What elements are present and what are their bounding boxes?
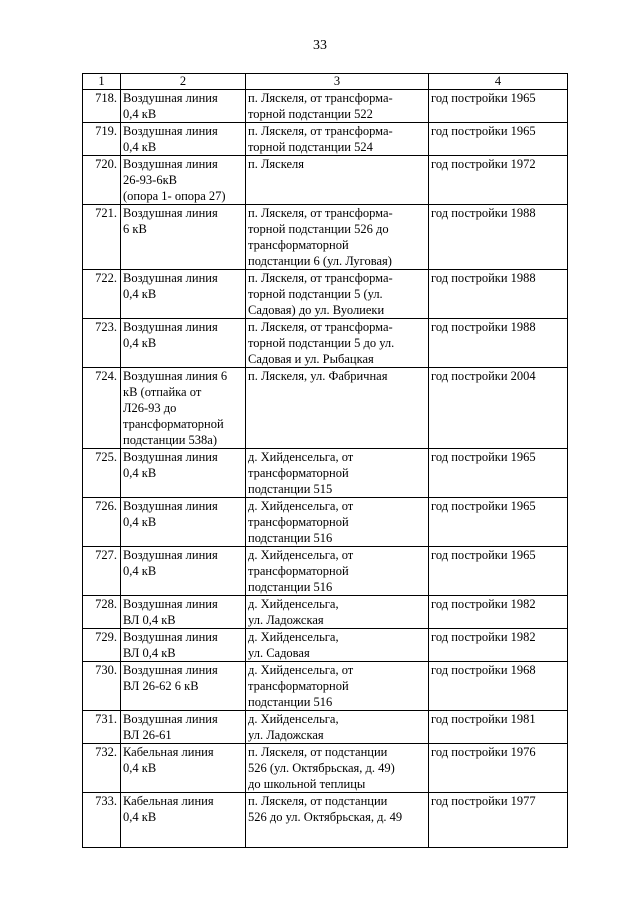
table-row [83,596,568,629]
object-name-cell: Воздушная линия 0,4 кВ [121,123,246,156]
row-number-cell: 725. [83,449,121,498]
object-name-cell: Воздушная линия 0,4 кВ [121,90,246,123]
row-number-cell: 731. [83,711,121,744]
table-row [83,449,568,498]
table-row [83,156,568,205]
year-cell: год постройки 2004 [429,368,568,449]
table-header-row [83,74,568,90]
page-number: 33 [313,38,327,53]
row-number-cell: 719. [83,123,121,156]
object-name-cell: Воздушная линия 0,4 кВ [121,319,246,368]
object-name-cell: Воздушная линия ВЛ 0,4 кВ [121,596,246,629]
object-name-cell: Воздушная линия 0,4 кВ [121,547,246,596]
row-number-cell: 729. [83,629,121,662]
object-name-cell: Воздушная линия 0,4 кВ [121,498,246,547]
location-cell: д. Хийденсельга, ул. Ладожская [246,596,429,629]
row-number-cell: 728. [83,596,121,629]
header-cell: 4 [429,74,568,90]
object-name-cell: Воздушная линия ВЛ 26-61 [121,711,246,744]
year-cell: год постройки 1972 [429,156,568,205]
row-number-cell: 721. [83,205,121,270]
row-number-cell: 720. [83,156,121,205]
year-cell: год постройки 1988 [429,205,568,270]
object-name-cell: Воздушная линия 6 кВ (отпайка от Л26-93 до трансформаторной подстанции 538а) [121,368,246,449]
year-cell: год постройки 1965 [429,90,568,123]
location-cell: д. Хийденсельга, от трансформаторной подстанции 515 [246,449,429,498]
header-cell: 1 [83,74,121,90]
location-cell: п. Ляскеля, от подстанции 526 до ул. Октябрьская, д. 49 [246,793,429,848]
year-cell: год постройки 1988 [429,319,568,368]
table-row [83,547,568,596]
table-row [83,205,568,270]
object-name-cell: Воздушная линия 26-93-6кВ (опора 1- опора 27) [121,156,246,205]
location-cell: п. Ляскеля, от трансформа- торной подстанции 5 до ул. Садовая и ул. Рыбацкая [246,319,429,368]
location-cell: п. Ляскеля, ул. Фабричная [246,368,429,449]
object-name-cell: Воздушная линия ВЛ 0,4 кВ [121,629,246,662]
year-cell: год постройки 1981 [429,711,568,744]
year-cell: год постройки 1988 [429,270,568,319]
year-cell: год постройки 1965 [429,123,568,156]
table-row [83,744,568,793]
year-cell: год постройки 1982 [429,596,568,629]
row-number-cell: 732. [83,744,121,793]
object-name-cell: Воздушная линия 0,4 кВ [121,270,246,319]
object-name-cell: Воздушная линия 6 кВ [121,205,246,270]
location-cell: п. Ляскеля, от трансформа- торной подстанции 522 [246,90,429,123]
table-row [83,123,568,156]
table-row [83,90,568,123]
year-cell: год постройки 1965 [429,498,568,547]
location-cell: д. Хийденсельга, от трансформаторной подстанции 516 [246,547,429,596]
location-cell: д. Хийденсельга, от трансформаторной подстанции 516 [246,662,429,711]
header-cell: 3 [246,74,429,90]
object-name-cell: Воздушная линия 0,4 кВ [121,449,246,498]
location-cell: п. Ляскеля [246,156,429,205]
location-cell: д. Хийденсельга, ул. Садовая [246,629,429,662]
table-row [83,498,568,547]
object-name-cell: Кабельная линия 0,4 кВ [121,793,246,848]
object-name-cell: Воздушная линия ВЛ 26-62 6 кВ [121,662,246,711]
year-cell: год постройки 1982 [429,629,568,662]
location-cell: д. Хийденсельга, ул. Ладожская [246,711,429,744]
row-number-cell: 724. [83,368,121,449]
row-number-cell: 730. [83,662,121,711]
location-cell: д. Хийденсельга, от трансформаторной подстанции 516 [246,498,429,547]
year-cell: год постройки 1965 [429,547,568,596]
row-number-cell: 733. [83,793,121,848]
table-row [83,662,568,711]
table-row [83,270,568,319]
location-cell: п. Ляскеля, от трансформа- торной подстанции 5 (ул. Садовая) до ул. Вуолиеки [246,270,429,319]
table-row [83,711,568,744]
year-cell: год постройки 1965 [429,449,568,498]
row-number-cell: 726. [83,498,121,547]
property-table [82,73,568,848]
location-cell: п. Ляскеля, от трансформа- торной подстанции 526 до трансформаторной подстанции 6 (ул. Луговая) [246,205,429,270]
row-number-cell: 727. [83,547,121,596]
location-cell: п. Ляскеля, от подстанции 526 (ул. Октябрьская, д. 49) до школьной теплицы [246,744,429,793]
row-number-cell: 722. [83,270,121,319]
year-cell: год постройки 1976 [429,744,568,793]
object-name-cell: Кабельная линия 0,4 кВ [121,744,246,793]
table-row [83,629,568,662]
year-cell: год постройки 1977 [429,793,568,848]
header-cell: 2 [121,74,246,90]
row-number-cell: 718. [83,90,121,123]
table-row [83,319,568,368]
table-row [83,793,568,848]
row-number-cell: 723. [83,319,121,368]
location-cell: п. Ляскеля, от трансформа- торной подстанции 524 [246,123,429,156]
year-cell: год постройки 1968 [429,662,568,711]
table-row [83,368,568,449]
